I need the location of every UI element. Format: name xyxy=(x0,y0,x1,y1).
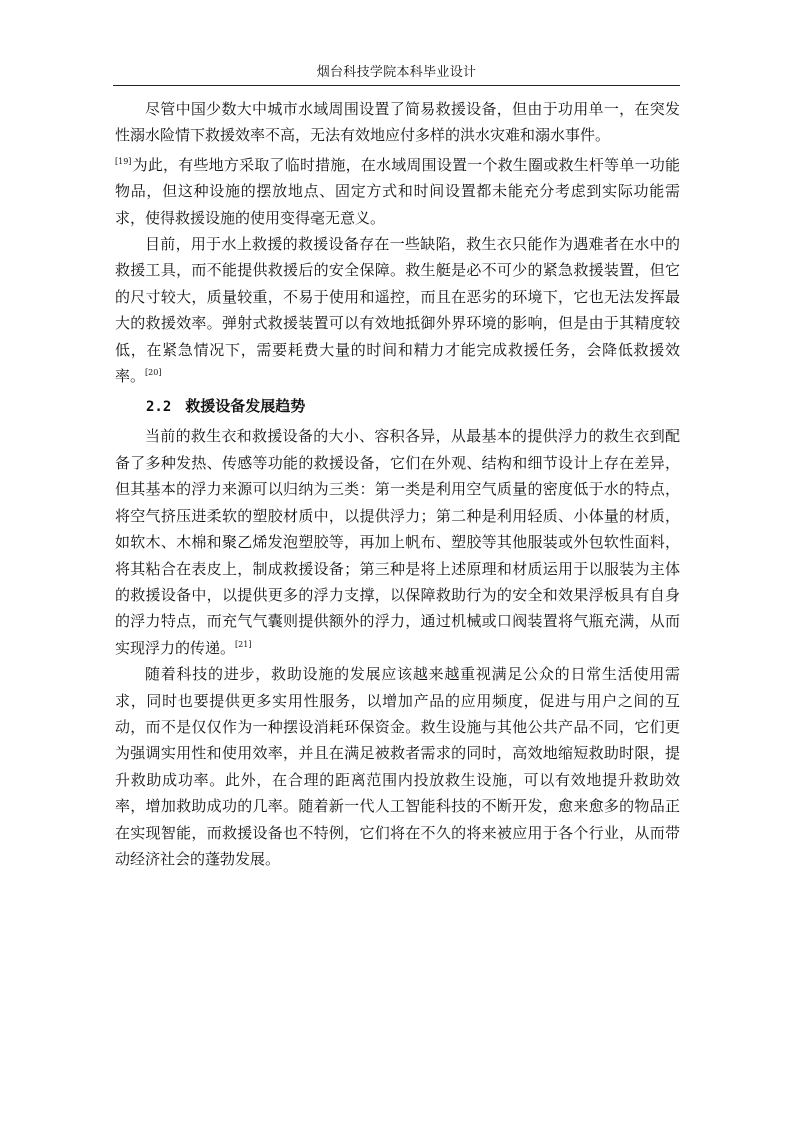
paragraph-2 xyxy=(115,231,680,389)
body-text xyxy=(115,96,680,872)
section-title: 救援设备发展趋势 xyxy=(185,397,306,416)
section-heading xyxy=(115,393,680,419)
paragraph-2-text: 目前，用于水上救援的救援设备存在一些缺陷，救生衣只能作为遇难者在水中的救援工具，而不能提供救援后的安全保障。救生艇是必不可少的紧急救援装置，但它的尺寸较大，质量较重，不易于使用和遥控，而且在恶劣的环境下，它也无法发挥最大的救援效率。弹射式救援装置可以有效地抵御外界环境的影响，但是由于其精度较低，在紧急情况下，需要耗费大量的时间和精力才能完成救援任务，会降低救援效率。 xyxy=(115,235,680,386)
paragraph-4-text: 随着科技的进步，救助设施的发展应该越来越重视满足公众的日常生活使用需求，同时也要提供更多实用性服务，以增加产品的应用频度，促进与用户之间的互动，而不是仅仅作为一种摆设消耗环保资金。救生设施与其他公共产品不同，它们更为强调实用性和使用效率，并且在满足被救者需求的同时，高效地缩短救助时限，提升救助成功率。此外，在合理的距离范围内投放救生设施，可以有效地提升救助效率，增加救助成功的几率。随着新一代人工智能科技的不断开发，愈来愈多的物品正在实现智能，而救援设备也不特例，它们将在不久的将来被应用于各个行业，从而带动经济社会的蓬勃发展。 xyxy=(115,665,680,868)
citation-21: [21] xyxy=(235,639,252,649)
running-header: 烟台科技学院本科毕业设计 xyxy=(316,65,477,80)
paragraph-4 xyxy=(115,661,680,872)
header-divider xyxy=(113,85,680,86)
paragraph-3-text: 当前的救生衣和救援设备的大小、容积各异，从最基本的提供浮力的救生衣到配备了多种发热、传感等功能的救援设备，它们在外观、结构和细节设计上存在差异，但其基本的浮力来源可以归纳为三类：第一类是利用空气质量的密度低于水的特点，将空气挤压进柔软的塑胶材质中，以提供浮力；第二种是利用轻质、小体量的材质，如软木、木棉和聚乙烯发泡塑胶等，再加上帆布、塑胶等其他服装或外包软性面料，将其粘合在表皮上，制成救援设备；第三种是将上述原理和材质运用于以服装为主体的救援设备中，以提供更多的浮力支撑，以保障救助行为的安全和效果浮板具有自身的浮力特点，而充气气囊则提供额外的浮力，通过机械或口阀装置将气瓶充满，从而实现浮力的传递。 xyxy=(115,427,680,657)
section-number: 2.2 xyxy=(146,399,172,416)
citation-19: [19] xyxy=(115,156,132,166)
paragraph-1-text-b: 为此，有些地方采取了临时措施，在水域周围设置一个救生圈或救生杆等单一功能物品，但这种设施的摆放地点、固定方式和时间设置都未能充分考虑到实际功能需求，使得救援设施的使用变得毫无意义。 xyxy=(115,155,680,227)
paragraph-1 xyxy=(115,96,680,231)
paragraph-3 xyxy=(115,423,680,661)
paragraph-1-text-a: 尽管中国少数大中城市水域周围设置了简易救援设备，但由于功用单一，在突发性溺水险情下救援效率不高，无法有效地应付多样的洪水灾难和溺水事件。 xyxy=(115,100,680,145)
citation-20: [20] xyxy=(145,368,162,378)
